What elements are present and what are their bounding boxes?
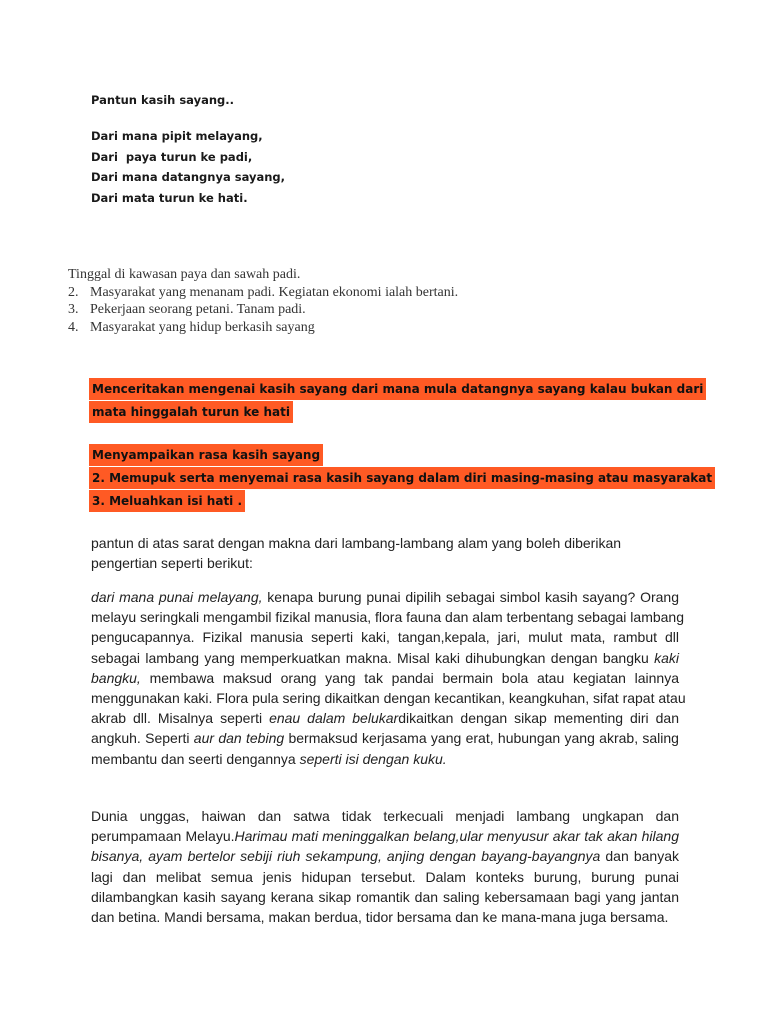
meaning-highlight-cont bbox=[89, 401, 293, 423]
highlight-line: Menceritakan mengenai kasih sayang dari mana mula datangnya sayang kalau bukan dari bbox=[89, 378, 706, 400]
para-line bbox=[91, 587, 679, 607]
list-number: 4. bbox=[68, 319, 79, 335]
poem-line: Dari mana pipit melayang, bbox=[91, 129, 263, 143]
list-number: 3. bbox=[68, 302, 79, 317]
para-line: lagi dan melibat semua jenis hidupan tersebut. Dalam konteks burung, burung punai bbox=[91, 868, 679, 885]
meaning-highlight bbox=[89, 378, 706, 400]
para-text: membawa maksud orang yang tak pandai bermain bola atau kegiatan lainnya bbox=[140, 669, 679, 686]
list-text: Masyarakat yang hidup berkasih sayang bbox=[90, 319, 315, 335]
list-number: 2. bbox=[68, 284, 79, 300]
italic-phrase: dari mana punai melayang, bbox=[91, 589, 263, 605]
highlight-line: Menyampaikan rasa kasih sayang bbox=[89, 444, 323, 466]
italic-phrase: enau dalam belukar bbox=[269, 710, 399, 727]
list-intro: Tinggal di kawasan paya dan sawah padi. bbox=[68, 267, 301, 282]
para-line bbox=[91, 846, 679, 866]
symbol-paragraph bbox=[91, 587, 686, 769]
para-line: menggunakan kaki. Flora pula sering dikaitkan dengan kecantikan, keangkuhan, sifat rapat atau bbox=[91, 690, 686, 707]
intro-paragraph bbox=[91, 533, 679, 573]
highlight-line: 2. Memupuk serta menyemai rasa kasih sayang dalam diri masing-masing atau masyarakat bbox=[89, 467, 715, 489]
poem-line: Dari mata turun ke hati. bbox=[91, 190, 248, 205]
para-line bbox=[91, 749, 679, 769]
para-line: dan betina. Mandi bersama, makan berdua, tidor bersama dan ke mana-mana juga bersama. bbox=[91, 909, 669, 926]
poem-line: Dari paya turun ke padi, bbox=[91, 149, 253, 164]
italic-phrase: seperti isi dengan kuku. bbox=[299, 750, 447, 767]
poem-stanza bbox=[91, 126, 285, 208]
highlight-line: 3. Meluahkan isi hati . bbox=[89, 490, 245, 512]
para-text: perumpamaan Melayu. bbox=[91, 828, 235, 845]
italic-phrase: bisanya, ayam bertelor sebiji riuh sekampung, anjing dengan bayang-bayangnya bbox=[91, 848, 601, 865]
purpose-highlight bbox=[89, 444, 323, 466]
para-line: pengertian seperti berikut: bbox=[91, 555, 253, 572]
poem-line: Dari mana datangnya sayang, bbox=[91, 170, 286, 184]
purpose-highlight bbox=[89, 490, 245, 512]
italic-phrase: bangku, bbox=[91, 669, 141, 686]
italic-phrase: aur dan tebing bbox=[193, 730, 285, 747]
para-line bbox=[91, 728, 679, 748]
para-line bbox=[91, 708, 679, 728]
poem-title: Pantun kasih sayang.. bbox=[91, 93, 234, 107]
para-text: akrab dll. Misalnya seperti bbox=[91, 710, 270, 727]
para-line bbox=[91, 668, 679, 688]
para-line: melayu seringkali mengambil fizikal manusia, flora fauna dan alam terbentang sebagai lambang bbox=[91, 609, 685, 626]
list-text: Masyarakat yang menanam padi. Kegiatan ekonomi ialah bertani. bbox=[90, 284, 459, 300]
para-line bbox=[91, 826, 679, 846]
para-text: sebagai lambang yang memperkuatkan makna. Misal kaki dihubungkan dengan bangku bbox=[91, 649, 655, 666]
para-line: Dunia unggas, haiwan dan satwa tidak terkecuali menjadi lambang ungkapan dan bbox=[91, 808, 679, 824]
list-text: Pekerjaan seorang petani. Tanam padi. bbox=[90, 302, 306, 317]
para-line: pengucapannya. Fizikal manusia seperti kaki, tangan,kepala, jari, mulut mata, rambut dll bbox=[91, 629, 679, 646]
para-text: angkuh. Seperti bbox=[91, 730, 194, 747]
purpose-highlight bbox=[89, 467, 715, 489]
para-line: pantun di atas sarat dengan makna dari lambang-lambang alam yang boleh diberikan bbox=[91, 535, 622, 551]
setting-list bbox=[68, 266, 458, 336]
italic-phrase: Harimau mati meninggalkan belang,ular menyusur akar tak akan hilang bbox=[234, 828, 679, 845]
italic-phrase: kaki bbox=[654, 649, 679, 666]
para-line: dilambangkan kasih sayang kerana sikap romantik dan saling kebersamaan bagi yang jantan bbox=[91, 888, 679, 905]
para-line bbox=[91, 648, 679, 668]
para-text: membantu dan seerti dengannya bbox=[91, 750, 300, 767]
fauna-paragraph bbox=[91, 806, 679, 927]
para-text: dan banyak bbox=[600, 848, 679, 865]
para-text: bermaksud kerjasama yang erat, hubungan yang akrab, saling bbox=[284, 730, 679, 747]
list-item bbox=[68, 284, 458, 302]
list-item bbox=[68, 301, 458, 319]
highlight-line: mata hinggalah turun ke hati bbox=[89, 401, 293, 423]
para-text: kenapa burung punai dipilih sebagai simbol kasih sayang? Orang bbox=[262, 589, 679, 605]
para-text: dikaitkan dengan sikap mementing diri dan bbox=[398, 710, 679, 727]
list-item bbox=[68, 319, 458, 337]
